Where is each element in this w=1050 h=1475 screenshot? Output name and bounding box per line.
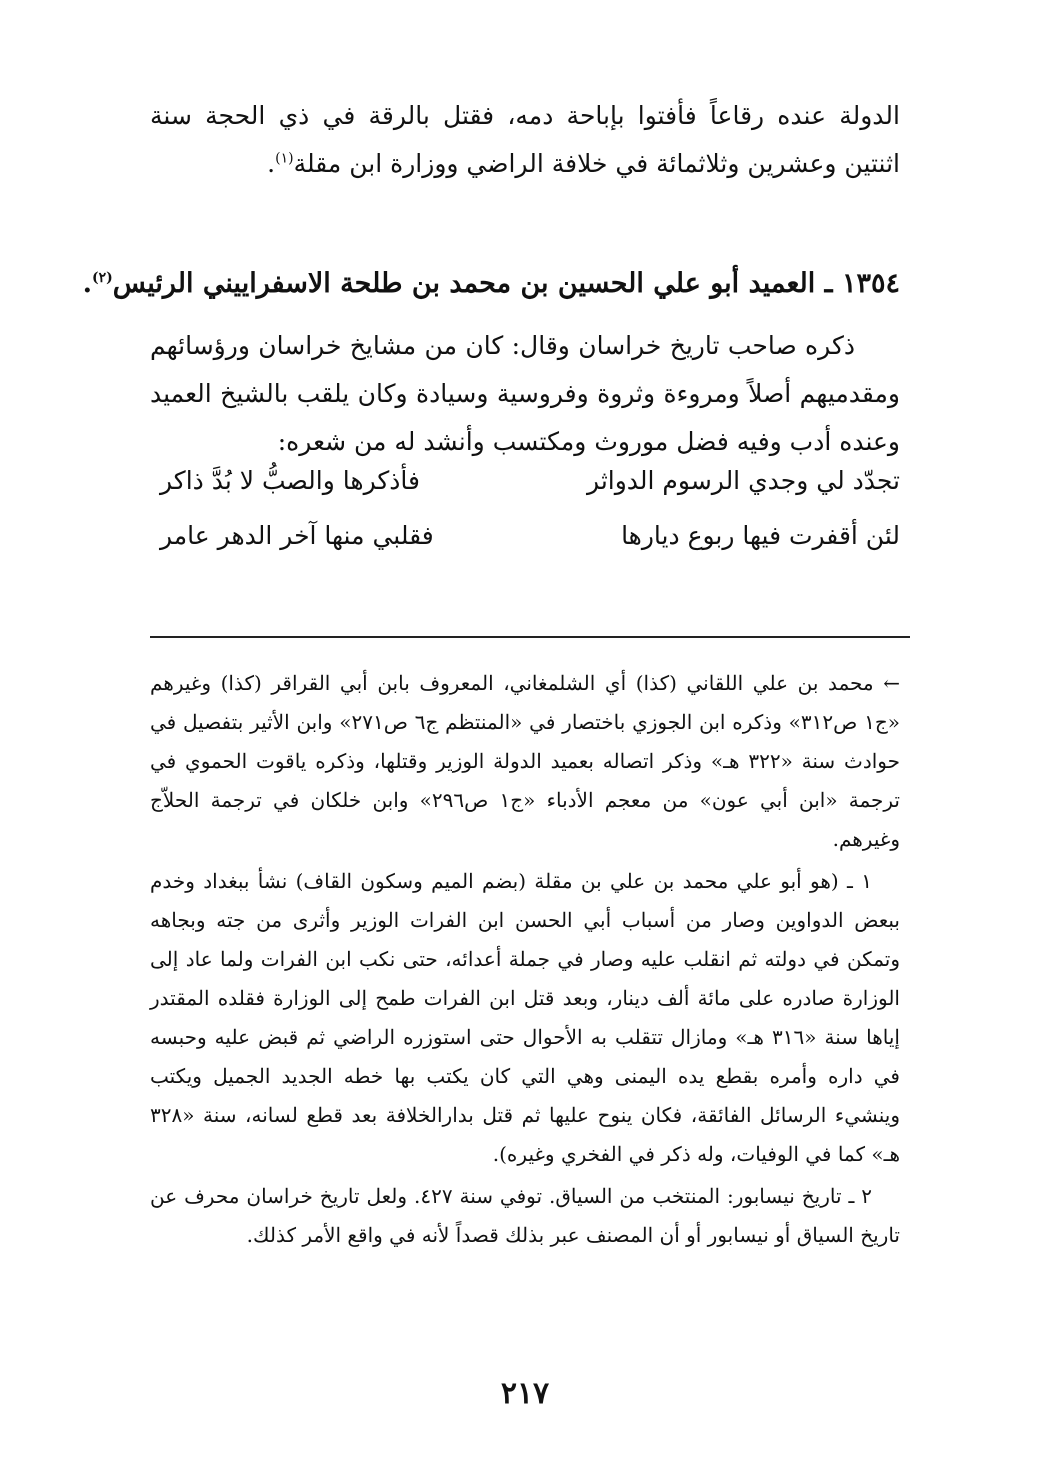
intro-paragraph: [150, 92, 900, 188]
poem-line: [150, 466, 900, 514]
poem-second-hemistich: فقلبي منها آخر الدهر عامر: [160, 521, 434, 550]
poem-second-hemistich: فأذكرها والصبُّ لا بُدَّ ذاكر: [160, 466, 420, 495]
poem-first-hemistich: لئن أقفرت فيها ربوع ديارها: [621, 521, 900, 550]
footnote-1: ١ ـ (هو أبو علي محمد بن علي بن مقلة (بضم الميم وسكون القاف) نشأ ببغداد وخدم ببعض الدواوين وصار من أسباب أبي الحسن ابن الفرات الوزير وأثرى من جته وبجاهه وتمكن في دولته ثم انقلب عليه وصار في جملة أعدائه، حتى نكب ابن الفرات ولما عاد إلى الوزارة صادره على مائة ألف دينار، وبعد قتل ابن الفرات طمح إلى الوزارة فقلده المقتدر إياها سنة «٣١٦ هـ» ومازال تتقلب به الأحوال حتى استوزره الراضي ثم قبض عليه وحبسه في داره وأمره بقطع يده اليمنى وهي التي كان يكتب بها خطه الجديد الجميل ويكتب وينشيء الرسائل الفائقة، فكان ينوح عليها ثم قتل بدارالخلافة بعد قطع لسانه، سنة «٣٢٨ هـ» كما في الوفيات، وله ذكر في الفخري وغيره).: [150, 869, 900, 1166]
footnotes: [150, 664, 900, 1258]
footnote-2: ٢ ـ تاريخ نيسابور: المنتخب من السياق. توفي سنة ٤٢٧. ولعل تاريخ خراسان محرف عن تاريخ السياق أو نيسابور أو أن المصنف عبر بذلك قصداً لأنه في واقع الأمر كذلك.: [150, 1184, 900, 1247]
page-number: ٢١٧: [500, 1376, 550, 1411]
entry-heading: [82, 262, 900, 306]
entry-heading-end: .: [82, 268, 92, 299]
entry-heading-text: ١٣٥٤ ـ العميد أبو علي الحسين بن محمد بن طلحة الاسفراييني الرئيس: [112, 268, 900, 299]
footnote-continuation: ← محمد بن علي اللقاني (كذا) أي الشلمغاني، المعروف بابن أبي القراقر (كذا) وغيرهم «ج١ ص٣١٢» وذكره ابن الجوزي باختصار في «المنتظم ج٦ ص٢٧١» وابن الأثير بتفصيل في حوادث سنة «٣٢٢ هـ» وذكر اتصاله بعميد الدولة الوزير وقتلها، وذكره ياقوت الحموي في ترجمة «ابن أبي عون» من معجم الأدباء «ج١ ص٢٩٦» وابن خلكان في ترجمة الحلاّج وغيرهم.: [150, 671, 900, 851]
intro-text: الدولة عنده رقاعاً فأفتوا بإباحة دمه، فقتل بالرقة في ذي الحجة سنة اثنتين وعشرين وثلاثمائة في خلافة الراضي ووزارة ابن مقلة: [150, 101, 900, 178]
footnote-ref-2[interactable]: (٢): [92, 270, 113, 286]
entry-body-text: ذكره صاحب تاريخ خراسان وقال: كان من مشايخ خراسان ورؤسائهم ومقدميهم أصلاً ومروءة وثروة وفروسية وسيادة وكان يلقب بالشيخ العميد وعنده أدب وفيه فضل موروث ومكتسب وأنشد له من شعره:: [150, 331, 900, 456]
footnote-divider: [150, 636, 910, 638]
footnote-ref-1[interactable]: (١): [275, 150, 294, 167]
poem-first-hemistich: تجدّد لي وجدي الرسوم الدواثر: [587, 466, 900, 495]
poem-line: [150, 521, 900, 569]
entry-body: [150, 322, 900, 466]
intro-end-mark: .: [267, 149, 276, 178]
